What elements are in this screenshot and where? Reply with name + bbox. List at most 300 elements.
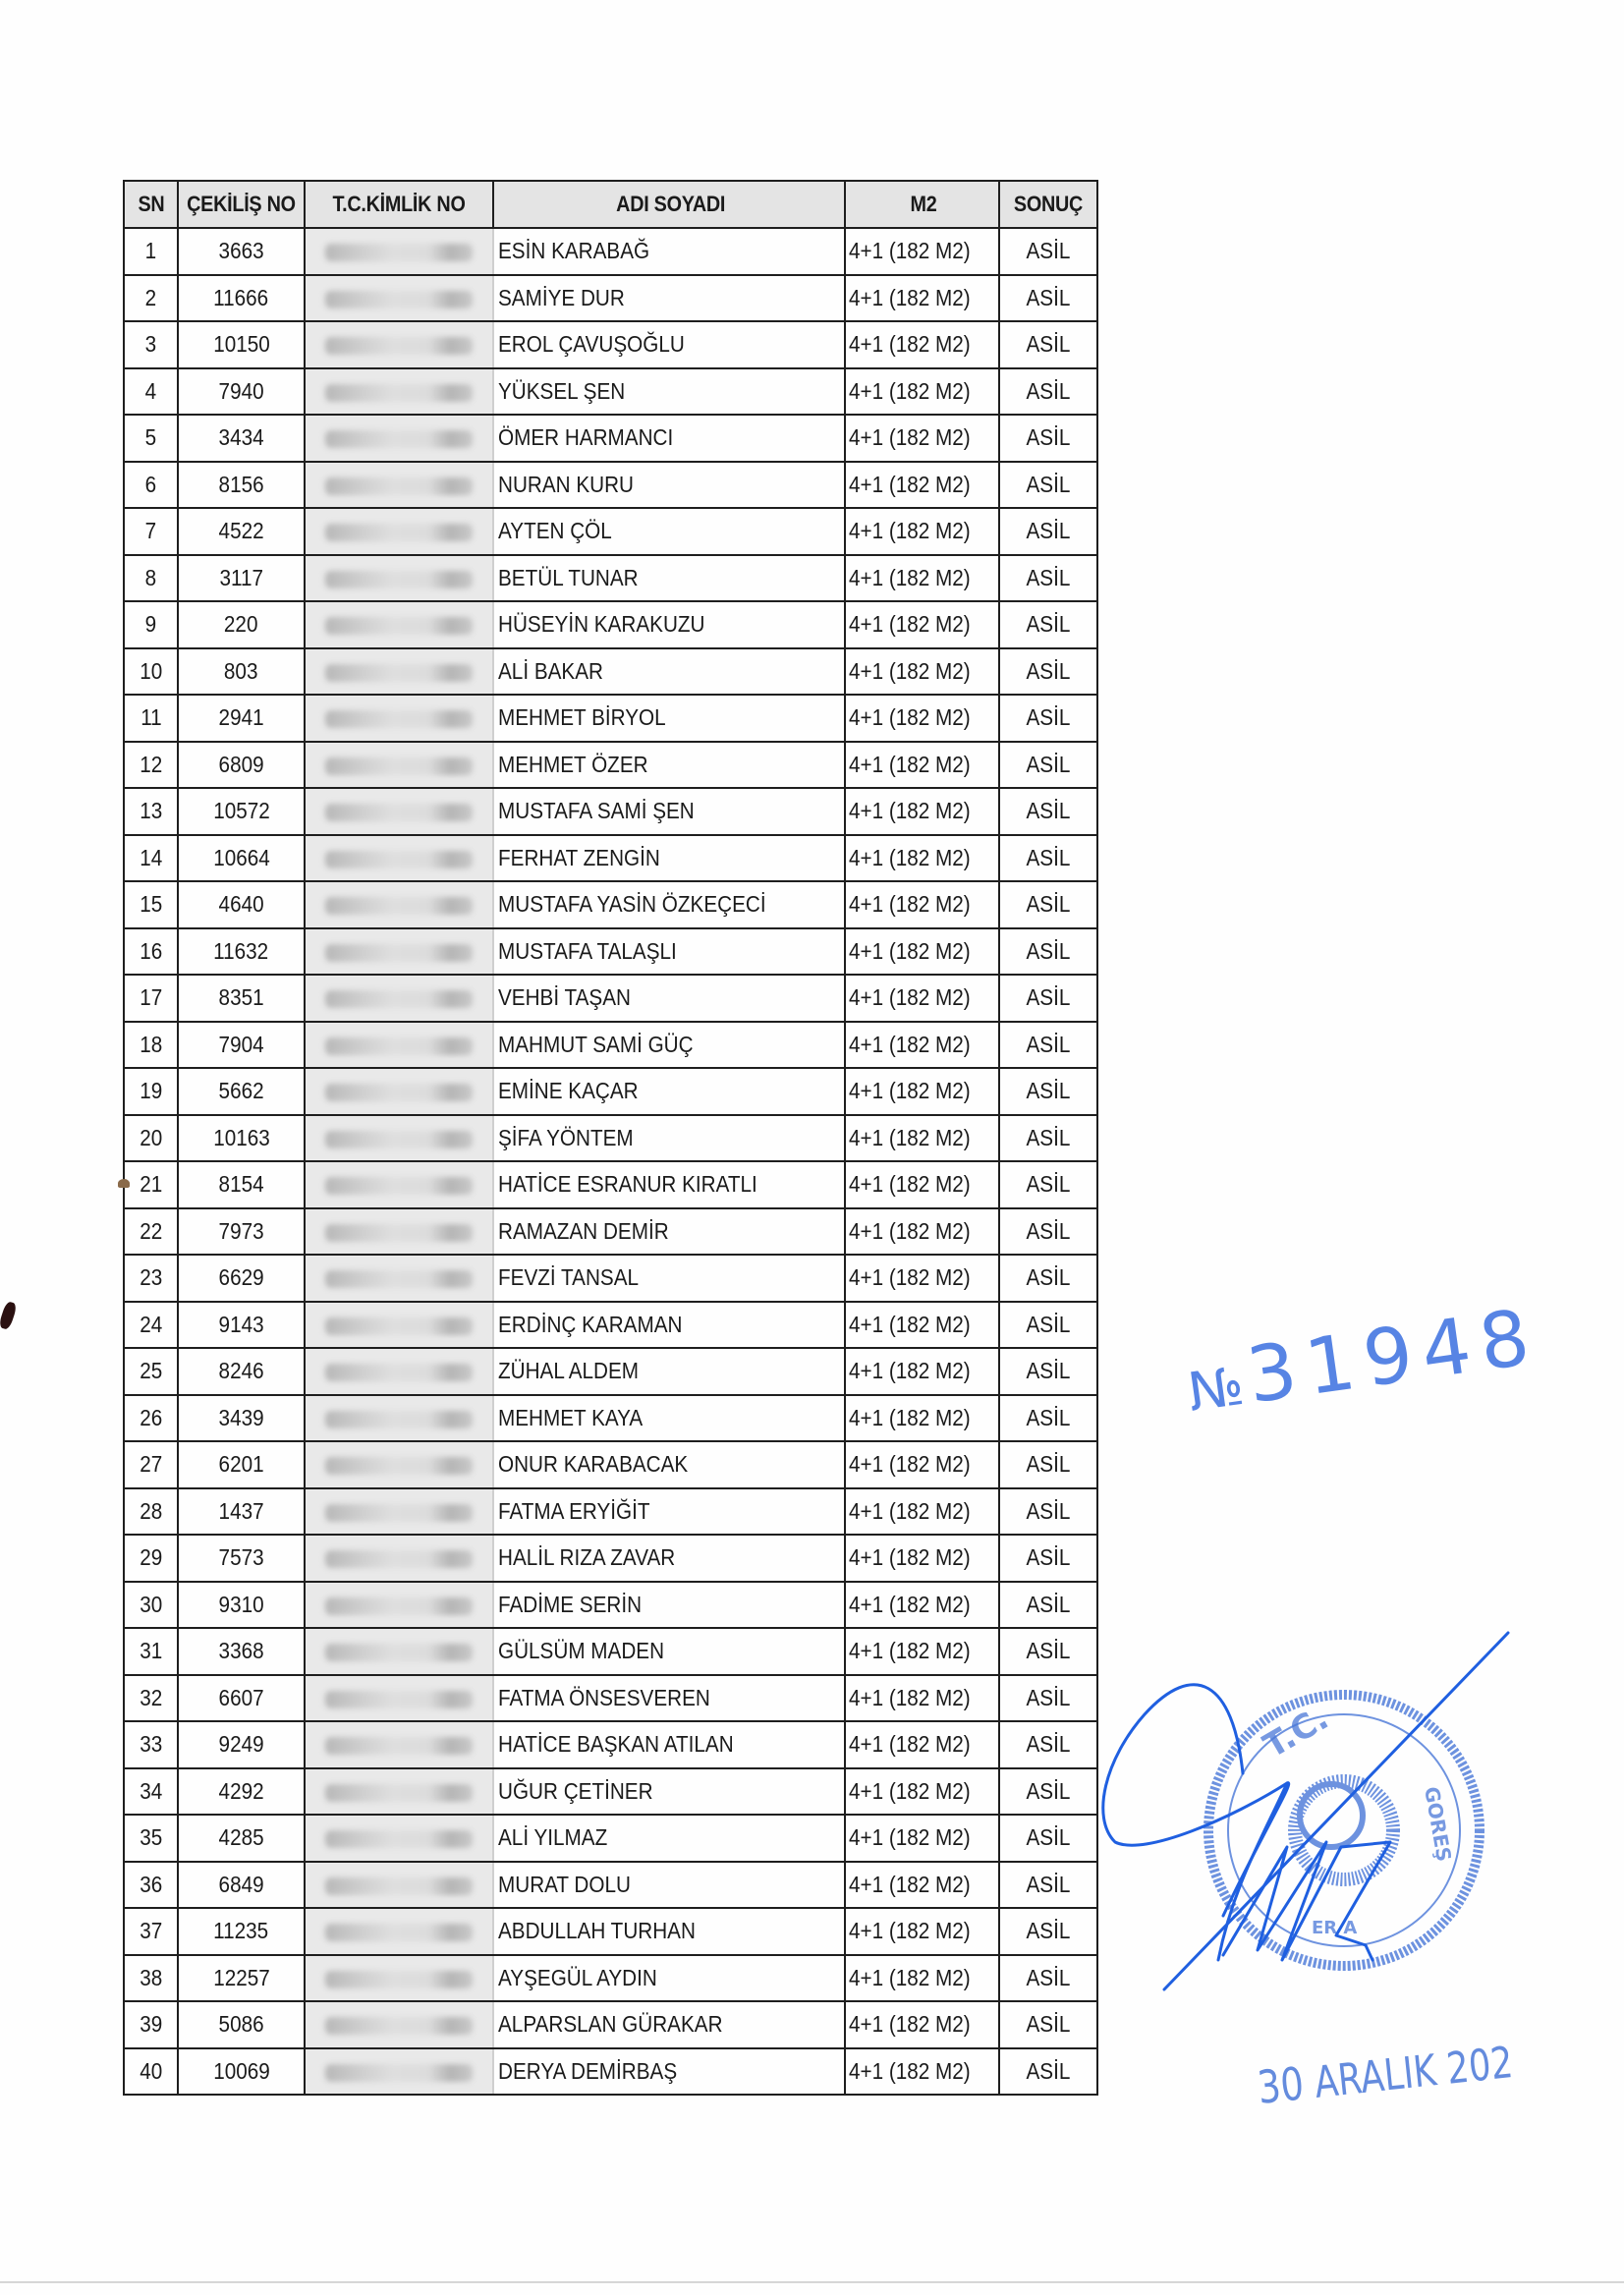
- redaction-blur: [325, 244, 473, 261]
- cell-tc-kimlik-redacted: [305, 1675, 493, 1722]
- cell-adi-soyadi: MEHMET ÖZER: [493, 742, 845, 789]
- cell-sonuc: ASİL: [999, 1441, 1097, 1488]
- cell-sonuc: ASİL: [999, 1302, 1097, 1349]
- date-stamp-month: ARALIK: [1312, 2045, 1439, 2108]
- redaction-blur: [325, 2017, 473, 2035]
- redaction-blur: [325, 897, 473, 915]
- cell-sonuc: ASİL: [999, 275, 1097, 322]
- redaction-blur: [325, 1830, 473, 1848]
- cell-adi-soyadi: EROL ÇAVUŞOĞLU: [493, 321, 845, 368]
- table-row: [124, 881, 1097, 928]
- cell-sn: 14: [124, 835, 178, 882]
- cell-cekilis-no: 11632: [178, 928, 305, 976]
- cell-m2: 4+1 (182 M2): [845, 2048, 999, 2096]
- cell-sn: 26: [124, 1395, 178, 1442]
- table-header-row: [124, 181, 1097, 228]
- cell-adi-soyadi: MURAT DOLU: [493, 1862, 845, 1909]
- cell-tc-kimlik-redacted: [305, 928, 493, 976]
- cell-adi-soyadi: RAMAZAN DEMİR: [493, 1208, 845, 1256]
- cell-adi-soyadi: HATİCE BAŞKAN ATILAN: [493, 1721, 845, 1768]
- cell-tc-kimlik-redacted: [305, 2048, 493, 2096]
- cell-cekilis-no: 4285: [178, 1815, 305, 1862]
- cell-sonuc: ASİL: [999, 1488, 1097, 1536]
- cell-sonuc: ASİL: [999, 1721, 1097, 1768]
- cell-m2: 4+1 (182 M2): [845, 975, 999, 1022]
- table-row: [124, 648, 1097, 696]
- cell-cekilis-no: 3663: [178, 228, 305, 275]
- svg-text:ER A: ER A: [1312, 1918, 1358, 1938]
- date-stamp-day: 30: [1255, 2056, 1307, 2114]
- cell-cekilis-no: 2941: [178, 695, 305, 742]
- cell-cekilis-no: 12257: [178, 1955, 305, 2002]
- header-sn: SN: [124, 181, 178, 228]
- cell-tc-kimlik-redacted: [305, 1395, 493, 1442]
- cell-sn: 7: [124, 508, 178, 555]
- cell-cekilis-no: 7973: [178, 1208, 305, 1256]
- cell-m2: 4+1 (182 M2): [845, 742, 999, 789]
- redaction-blur: [325, 571, 473, 588]
- cell-tc-kimlik-redacted: [305, 1721, 493, 1768]
- cell-sn: 32: [124, 1675, 178, 1722]
- cell-cekilis-no: 4522: [178, 508, 305, 555]
- cell-sn: 18: [124, 1022, 178, 1069]
- cell-m2: 4+1 (182 M2): [845, 1862, 999, 1909]
- cell-sonuc: ASİL: [999, 321, 1097, 368]
- cell-tc-kimlik-redacted: [305, 975, 493, 1022]
- cell-m2: 4+1 (182 M2): [845, 1721, 999, 1768]
- cell-sn: 11: [124, 695, 178, 742]
- cell-sonuc: ASİL: [999, 1908, 1097, 1955]
- redaction-blur: [325, 1504, 473, 1522]
- cell-sonuc: ASİL: [999, 1161, 1097, 1208]
- table-row: [124, 1535, 1097, 1582]
- cell-sn: 37: [124, 1908, 178, 1955]
- table-row: [124, 228, 1097, 275]
- table-row: [124, 555, 1097, 602]
- cell-sonuc: ASİL: [999, 368, 1097, 416]
- cell-tc-kimlik-redacted: [305, 368, 493, 416]
- cell-cekilis-no: 6809: [178, 742, 305, 789]
- cell-cekilis-no: 803: [178, 648, 305, 696]
- redaction-blur: [325, 291, 473, 308]
- cell-sonuc: ASİL: [999, 1208, 1097, 1256]
- table-row: [124, 928, 1097, 976]
- cell-adi-soyadi: FATMA ERYİĞİT: [493, 1488, 845, 1536]
- cell-sonuc: ASİL: [999, 2048, 1097, 2096]
- cell-m2: 4+1 (182 M2): [845, 1908, 999, 1955]
- cell-sonuc: ASİL: [999, 1628, 1097, 1675]
- ink-speck: [118, 1179, 130, 1188]
- cell-sn: 20: [124, 1115, 178, 1162]
- page-bottom-edge: [0, 2281, 1624, 2283]
- cell-m2: 4+1 (182 M2): [845, 2001, 999, 2048]
- cell-m2: 4+1 (182 M2): [845, 321, 999, 368]
- cell-sonuc: ASİL: [999, 1022, 1097, 1069]
- redaction-blur: [325, 1877, 473, 1895]
- cell-m2: 4+1 (182 M2): [845, 601, 999, 648]
- cell-tc-kimlik-redacted: [305, 1115, 493, 1162]
- date-stamp-year: 202: [1444, 2038, 1516, 2095]
- redaction-blur: [325, 2064, 473, 2082]
- table-row: [124, 508, 1097, 555]
- cell-sn: 38: [124, 1955, 178, 2002]
- cell-m2: 4+1 (182 M2): [845, 928, 999, 976]
- cell-sn: 2: [124, 275, 178, 322]
- cell-cekilis-no: 3117: [178, 555, 305, 602]
- cell-sn: 16: [124, 928, 178, 976]
- header-tc-kimlik-no: T.C.KİMLİK NO: [305, 181, 493, 228]
- cell-adi-soyadi: ABDULLAH TURHAN: [493, 1908, 845, 1955]
- redaction-blur: [325, 1270, 473, 1288]
- cell-adi-soyadi: FATMA ÖNSESVEREN: [493, 1675, 845, 1722]
- table-row: [124, 2001, 1097, 2048]
- redaction-blur: [325, 1131, 473, 1148]
- cell-m2: 4+1 (182 M2): [845, 555, 999, 602]
- cell-sn: 25: [124, 1348, 178, 1395]
- cell-m2: 4+1 (182 M2): [845, 275, 999, 322]
- redaction-blur: [325, 384, 473, 402]
- cell-adi-soyadi: FERHAT ZENGİN: [493, 835, 845, 882]
- redaction-blur: [325, 804, 473, 821]
- cell-sonuc: ASİL: [999, 881, 1097, 928]
- cell-cekilis-no: 3368: [178, 1628, 305, 1675]
- redaction-blur: [325, 1784, 473, 1802]
- cell-tc-kimlik-redacted: [305, 1068, 493, 1115]
- cell-sonuc: ASİL: [999, 228, 1097, 275]
- cell-cekilis-no: 11666: [178, 275, 305, 322]
- cell-tc-kimlik-redacted: [305, 881, 493, 928]
- header-sonuc: SONUÇ: [999, 181, 1097, 228]
- cell-m2: 4+1 (182 M2): [845, 1441, 999, 1488]
- cell-sn: 13: [124, 788, 178, 835]
- cell-sn: 35: [124, 1815, 178, 1862]
- date-stamp: [1255, 2035, 1515, 2114]
- cell-tc-kimlik-redacted: [305, 1628, 493, 1675]
- cell-tc-kimlik-redacted: [305, 1768, 493, 1816]
- table-row: [124, 1582, 1097, 1629]
- cell-cekilis-no: 5662: [178, 1068, 305, 1115]
- cell-m2: 4+1 (182 M2): [845, 462, 999, 509]
- cell-adi-soyadi: ESİN KARABAĞ: [493, 228, 845, 275]
- redaction-blur: [325, 1971, 473, 1988]
- redaction-blur: [325, 617, 473, 635]
- table-row: [124, 1302, 1097, 1349]
- cell-tc-kimlik-redacted: [305, 1815, 493, 1862]
- cell-m2: 4+1 (182 M2): [845, 228, 999, 275]
- table-row: [124, 788, 1097, 835]
- cell-sn: 23: [124, 1255, 178, 1302]
- cell-tc-kimlik-redacted: [305, 2001, 493, 2048]
- redaction-blur: [325, 1924, 473, 1941]
- cell-sonuc: ASİL: [999, 742, 1097, 789]
- cell-tc-kimlik-redacted: [305, 1348, 493, 1395]
- cell-adi-soyadi: MEHMET BİRYOL: [493, 695, 845, 742]
- cell-tc-kimlik-redacted: [305, 1535, 493, 1582]
- cell-adi-soyadi: ONUR KARABACAK: [493, 1441, 845, 1488]
- svg-text:GOREŞ: GOREŞ: [1420, 1784, 1457, 1864]
- cell-sn: 33: [124, 1721, 178, 1768]
- cell-sonuc: ASİL: [999, 508, 1097, 555]
- official-seal-with-signature-icon: [1086, 1621, 1538, 1994]
- table-row: [124, 975, 1097, 1022]
- table-row: [124, 1721, 1097, 1768]
- cell-adi-soyadi: FADİME SERİN: [493, 1582, 845, 1629]
- cell-tc-kimlik-redacted: [305, 835, 493, 882]
- cell-tc-kimlik-redacted: [305, 508, 493, 555]
- redaction-blur: [325, 1037, 473, 1055]
- cell-tc-kimlik-redacted: [305, 1161, 493, 1208]
- redaction-blur: [325, 1737, 473, 1755]
- cell-cekilis-no: 9143: [178, 1302, 305, 1349]
- cell-sn: 27: [124, 1441, 178, 1488]
- cell-tc-kimlik-redacted: [305, 648, 493, 696]
- cell-sn: 31: [124, 1628, 178, 1675]
- table-row: [124, 275, 1097, 322]
- cell-adi-soyadi: MUSTAFA SAMİ ŞEN: [493, 788, 845, 835]
- cell-cekilis-no: 7904: [178, 1022, 305, 1069]
- table-row: [124, 1862, 1097, 1909]
- cell-sonuc: ASİL: [999, 415, 1097, 462]
- cell-sn: 22: [124, 1208, 178, 1256]
- cell-sonuc: ASİL: [999, 1582, 1097, 1629]
- redaction-blur: [325, 524, 473, 541]
- cell-tc-kimlik-redacted: [305, 228, 493, 275]
- cell-m2: 4+1 (182 M2): [845, 1535, 999, 1582]
- redaction-blur: [325, 337, 473, 355]
- cell-m2: 4+1 (182 M2): [845, 1115, 999, 1162]
- cell-tc-kimlik-redacted: [305, 275, 493, 322]
- table-row: [124, 415, 1097, 462]
- cell-m2: 4+1 (182 M2): [845, 1068, 999, 1115]
- cell-cekilis-no: 9249: [178, 1721, 305, 1768]
- table-row: [124, 1161, 1097, 1208]
- cell-sn: 4: [124, 368, 178, 416]
- cell-m2: 4+1 (182 M2): [845, 415, 999, 462]
- cell-adi-soyadi: ERDİNÇ KARAMAN: [493, 1302, 845, 1349]
- table-row: [124, 1628, 1097, 1675]
- cell-cekilis-no: 10664: [178, 835, 305, 882]
- cell-m2: 4+1 (182 M2): [845, 695, 999, 742]
- cell-tc-kimlik-redacted: [305, 1862, 493, 1909]
- redaction-blur: [325, 1411, 473, 1428]
- cell-m2: 4+1 (182 M2): [845, 1675, 999, 1722]
- cell-m2: 4+1 (182 M2): [845, 788, 999, 835]
- header-adi-soyadi: ADI SOYADI: [493, 181, 845, 228]
- cell-adi-soyadi: SAMİYE DUR: [493, 275, 845, 322]
- cell-sonuc: ASİL: [999, 1675, 1097, 1722]
- cell-sn: 1: [124, 228, 178, 275]
- redaction-blur: [325, 1317, 473, 1335]
- redaction-blur: [325, 1177, 473, 1195]
- table-body: [124, 228, 1097, 2095]
- cell-sonuc: ASİL: [999, 2001, 1097, 2048]
- serial-number-stamp: [1181, 1293, 1543, 1429]
- cell-sn: 6: [124, 462, 178, 509]
- cell-m2: 4+1 (182 M2): [845, 1582, 999, 1629]
- cell-adi-soyadi: MUSTAFA TALAŞLI: [493, 928, 845, 976]
- redaction-blur: [325, 664, 473, 682]
- cell-adi-soyadi: AYŞEGÜL AYDIN: [493, 1955, 845, 2002]
- redaction-blur: [325, 1224, 473, 1242]
- cell-sn: 10: [124, 648, 178, 696]
- cell-adi-soyadi: HALİL RIZA ZAVAR: [493, 1535, 845, 1582]
- cell-sn: 36: [124, 1862, 178, 1909]
- cell-adi-soyadi: EMİNE KAÇAR: [493, 1068, 845, 1115]
- cell-cekilis-no: 6201: [178, 1441, 305, 1488]
- cell-m2: 4+1 (182 M2): [845, 1208, 999, 1256]
- table-row: [124, 321, 1097, 368]
- cell-tc-kimlik-redacted: [305, 788, 493, 835]
- table-row: [124, 695, 1097, 742]
- cell-m2: 4+1 (182 M2): [845, 1628, 999, 1675]
- table-row: [124, 1068, 1097, 1115]
- cell-tc-kimlik-redacted: [305, 1208, 493, 1256]
- cell-adi-soyadi: AYTEN ÇÖL: [493, 508, 845, 555]
- cell-adi-soyadi: NURAN KURU: [493, 462, 845, 509]
- redaction-blur: [325, 757, 473, 775]
- redaction-blur: [325, 477, 473, 495]
- cell-tc-kimlik-redacted: [305, 555, 493, 602]
- cell-adi-soyadi: DERYA DEMİRBAŞ: [493, 2048, 845, 2096]
- cell-adi-soyadi: UĞUR ÇETİNER: [493, 1768, 845, 1816]
- ink-speck: [0, 1301, 18, 1330]
- table-row: [124, 1815, 1097, 1862]
- cell-cekilis-no: 3439: [178, 1395, 305, 1442]
- table-row: [124, 742, 1097, 789]
- cell-sonuc: ASİL: [999, 601, 1097, 648]
- cell-sonuc: ASİL: [999, 462, 1097, 509]
- table-row: [124, 1348, 1097, 1395]
- cell-adi-soyadi: ZÜHAL ALDEM: [493, 1348, 845, 1395]
- cell-sonuc: ASİL: [999, 1815, 1097, 1862]
- cell-m2: 4+1 (182 M2): [845, 368, 999, 416]
- redaction-blur: [325, 430, 473, 448]
- cell-m2: 4+1 (182 M2): [845, 1255, 999, 1302]
- table-row: [124, 1208, 1097, 1256]
- cell-tc-kimlik-redacted: [305, 415, 493, 462]
- cell-sn: 15: [124, 881, 178, 928]
- table-row: [124, 1441, 1097, 1488]
- cell-cekilis-no: 7573: [178, 1535, 305, 1582]
- cell-tc-kimlik-redacted: [305, 1488, 493, 1536]
- cell-sn: 12: [124, 742, 178, 789]
- cell-adi-soyadi: ŞİFA YÖNTEM: [493, 1115, 845, 1162]
- cell-sonuc: ASİL: [999, 1348, 1097, 1395]
- cell-cekilis-no: 8154: [178, 1161, 305, 1208]
- cell-adi-soyadi: HÜSEYİN KARAKUZU: [493, 601, 845, 648]
- cell-sonuc: ASİL: [999, 1068, 1097, 1115]
- table-row: [124, 601, 1097, 648]
- cell-adi-soyadi: MEHMET KAYA: [493, 1395, 845, 1442]
- redaction-blur: [325, 1644, 473, 1661]
- cell-sn: 40: [124, 2048, 178, 2096]
- cell-tc-kimlik-redacted: [305, 1302, 493, 1349]
- lottery-results-table: [123, 180, 1098, 2096]
- redaction-blur: [325, 1550, 473, 1568]
- cell-m2: 4+1 (182 M2): [845, 881, 999, 928]
- cell-sn: 30: [124, 1582, 178, 1629]
- numero-sign: №: [1184, 1354, 1248, 1425]
- table-row: [124, 1955, 1097, 2002]
- cell-m2: 4+1 (182 M2): [845, 1302, 999, 1349]
- serial-number-value: 31948: [1242, 1292, 1544, 1422]
- cell-m2: 4+1 (182 M2): [845, 1488, 999, 1536]
- cell-sn: 5: [124, 415, 178, 462]
- table-row: [124, 1115, 1097, 1162]
- cell-cekilis-no: 7940: [178, 368, 305, 416]
- svg-text:T.C.: T.C.: [1257, 1698, 1336, 1766]
- cell-m2: 4+1 (182 M2): [845, 1768, 999, 1816]
- cell-tc-kimlik-redacted: [305, 462, 493, 509]
- cell-tc-kimlik-redacted: [305, 1255, 493, 1302]
- cell-cekilis-no: 8351: [178, 975, 305, 1022]
- cell-adi-soyadi: HATİCE ESRANUR KIRATLI: [493, 1161, 845, 1208]
- cell-sn: 28: [124, 1488, 178, 1536]
- cell-adi-soyadi: ALPARSLAN GÜRAKAR: [493, 2001, 845, 2048]
- cell-cekilis-no: 10572: [178, 788, 305, 835]
- table-row: [124, 1768, 1097, 1816]
- redaction-blur: [325, 851, 473, 868]
- table-row: [124, 1395, 1097, 1442]
- cell-adi-soyadi: FEVZİ TANSAL: [493, 1255, 845, 1302]
- table-row: [124, 1255, 1097, 1302]
- cell-sonuc: ASİL: [999, 975, 1097, 1022]
- cell-adi-soyadi: BETÜL TUNAR: [493, 555, 845, 602]
- cell-cekilis-no: 8156: [178, 462, 305, 509]
- cell-sonuc: ASİL: [999, 1535, 1097, 1582]
- table-row: [124, 1675, 1097, 1722]
- cell-adi-soyadi: ALİ YILMAZ: [493, 1815, 845, 1862]
- cell-m2: 4+1 (182 M2): [845, 1161, 999, 1208]
- cell-cekilis-no: 6629: [178, 1255, 305, 1302]
- cell-sn: 19: [124, 1068, 178, 1115]
- cell-m2: 4+1 (182 M2): [845, 835, 999, 882]
- redaction-blur: [325, 710, 473, 728]
- redaction-blur: [325, 990, 473, 1008]
- cell-sn: 29: [124, 1535, 178, 1582]
- cell-sonuc: ASİL: [999, 695, 1097, 742]
- cell-sonuc: ASİL: [999, 1395, 1097, 1442]
- cell-tc-kimlik-redacted: [305, 1582, 493, 1629]
- cell-tc-kimlik-redacted: [305, 742, 493, 789]
- cell-cekilis-no: 4292: [178, 1768, 305, 1816]
- table-row: [124, 835, 1097, 882]
- redaction-blur: [325, 1364, 473, 1381]
- cell-cekilis-no: 9310: [178, 1582, 305, 1629]
- cell-sonuc: ASİL: [999, 1862, 1097, 1909]
- cell-sn: 24: [124, 1302, 178, 1349]
- table-row: [124, 2048, 1097, 2096]
- cell-tc-kimlik-redacted: [305, 321, 493, 368]
- cell-sn: 21: [124, 1161, 178, 1208]
- cell-cekilis-no: 10069: [178, 2048, 305, 2096]
- cell-sonuc: ASİL: [999, 648, 1097, 696]
- header-m2: M2: [845, 181, 999, 228]
- redaction-blur: [325, 1457, 473, 1475]
- redaction-blur: [325, 944, 473, 962]
- cell-tc-kimlik-redacted: [305, 601, 493, 648]
- cell-tc-kimlik-redacted: [305, 1022, 493, 1069]
- cell-m2: 4+1 (182 M2): [845, 508, 999, 555]
- cell-sn: 39: [124, 2001, 178, 2048]
- cell-adi-soyadi: MAHMUT SAMİ GÜÇ: [493, 1022, 845, 1069]
- cell-sn: 8: [124, 555, 178, 602]
- cell-cekilis-no: 220: [178, 601, 305, 648]
- table-row: [124, 1908, 1097, 1955]
- cell-m2: 4+1 (182 M2): [845, 1395, 999, 1442]
- cell-cekilis-no: 5086: [178, 2001, 305, 2048]
- cell-tc-kimlik-redacted: [305, 695, 493, 742]
